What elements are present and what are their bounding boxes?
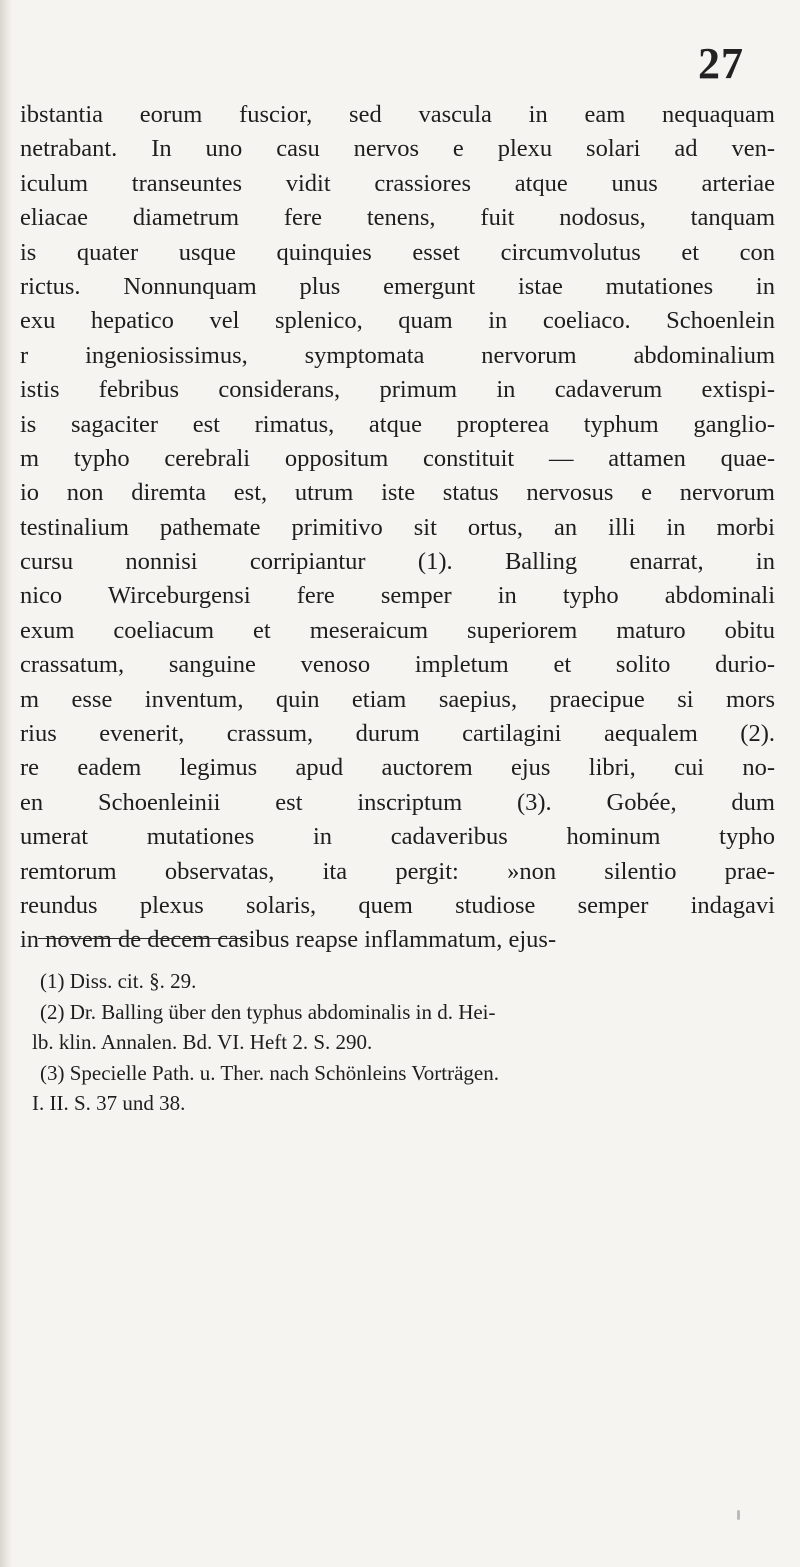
- binding-shadow: [0, 0, 12, 1567]
- text-line: iculum transeuntes vidit crassiores atque unus arteriae: [20, 169, 775, 197]
- text-line: is quater usque quinquies esset circumvolutus et con: [20, 238, 775, 266]
- footnote-2: (2) Dr. Balling über den typhus abdominalis in d. Hei-: [40, 999, 496, 1024]
- page-number: 27: [698, 39, 744, 88]
- text-line: is sagaciter est rimatus, atque propterea typhum ganglio-: [20, 410, 775, 438]
- text-line: exu hepatico vel splenico, quam in coeliaco. Schoenlein: [20, 307, 775, 335]
- footnote-2-continued: lb. klin. Annalen. Bd. VI. Heft 2. S. 290.: [32, 1030, 373, 1054]
- text-line: io non diremta est, utrum iste status nervosus e nervorum: [20, 479, 775, 507]
- text-line: eliacae diametrum fere tenens, fuit nodosus, tanquam: [20, 204, 775, 232]
- text-line: umerat mutationes in cadaveribus hominum typho: [20, 823, 775, 851]
- text-line: r ingeniosissimus, symptomata nervorum abdominalium: [20, 341, 775, 369]
- text-line: istis febribus considerans, primum in cadaverum extispi-: [20, 376, 775, 404]
- text-line: re eadem legimus apud auctorem ejus libri, cui no-: [20, 754, 775, 782]
- paper-mark: [737, 1510, 740, 1520]
- text-line: cursu nonnisi corripiantur (1). Balling enarrat, in: [20, 548, 775, 576]
- text-line: m typho cerebrali oppositum constituit — attamen quae-: [20, 444, 775, 472]
- text-line: nico Wirceburgensi fere semper in typho abdominali: [20, 582, 775, 610]
- text-line: exum coeliacum et meseraicum superiorem maturo obitu: [20, 616, 775, 644]
- text-line: netrabant. In uno casu nervos e plexu solari ad ven-: [20, 135, 775, 163]
- text-line: in novem de decem casibus reapse inflammatum, ejus-: [20, 926, 557, 954]
- text-line: rius evenerit, crassum, durum cartilagini aequalem (2).: [20, 720, 775, 748]
- footnote-3-continued: I. II. S. 37 und 38.: [32, 1091, 186, 1115]
- text-line: ibstantia eorum fuscior, sed vascula in eam nequaquam: [20, 101, 775, 128]
- footnote-3: (3) Specielle Path. u. Ther. nach Schönleins Vorträgen.: [40, 1060, 499, 1085]
- footnote-separator: [38, 938, 248, 939]
- text-line: crassatum, sanguine venoso impletum et solito durio-: [20, 651, 775, 679]
- text-line: en Schoenleinii est inscriptum (3). Gobée, dum: [20, 788, 775, 816]
- footnotes: [20, 966, 765, 1119]
- text-line: rictus. Nonnunquam plus emergunt istae mutationes in: [20, 272, 775, 300]
- footnote-1: (1) Diss. cit. §. 29.: [40, 969, 197, 993]
- text-line: reundus plexus solaris, quem studiose semper indagavi: [20, 891, 775, 919]
- text-line: m esse inventum, quin etiam saepius, praecipue si mors: [20, 685, 775, 713]
- body-text: [20, 98, 775, 958]
- text-line: testinalium pathemate primitivo sit ortus, an illi in morbi: [20, 513, 775, 541]
- text-line: remtorum observatas, ita pergit: »non silentio prae-: [20, 857, 775, 885]
